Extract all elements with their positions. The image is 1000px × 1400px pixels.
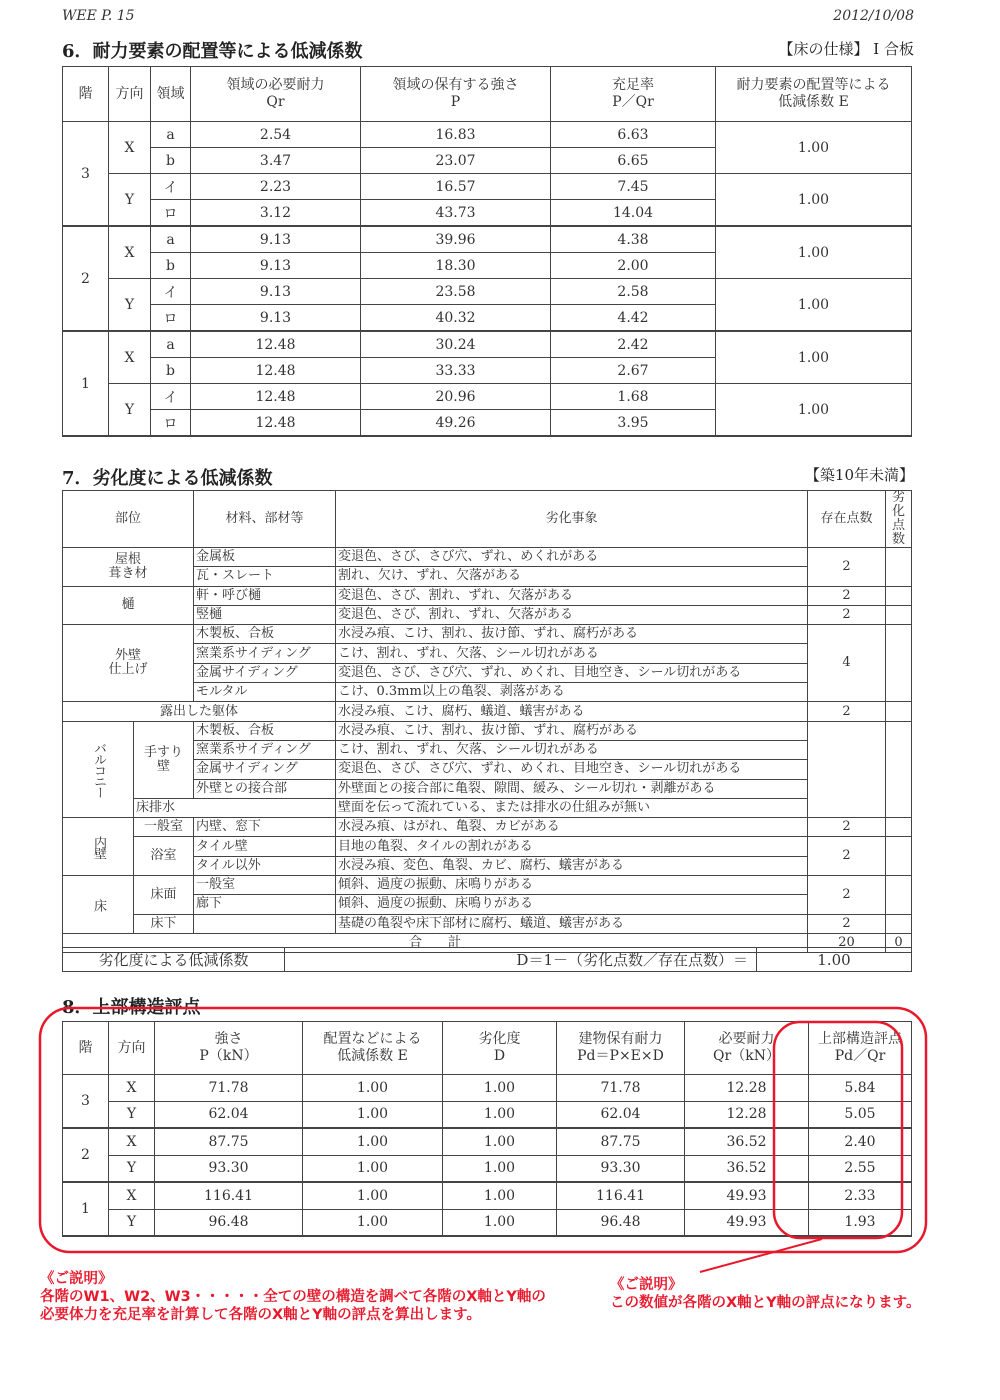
ratio-cell: 4.42 [551, 305, 716, 332]
th-required-l2: Qr [266, 94, 285, 110]
part-bath: 浴室 [134, 837, 194, 876]
score-cell: 1.93 [809, 1209, 912, 1236]
factor-e-cell: 1.00 [303, 1209, 443, 1236]
age-spec: 【築10年未満】 [804, 466, 914, 484]
direction-cell: Y [109, 1209, 155, 1236]
part-floor: 床 [63, 876, 134, 934]
material: 外壁との接合部 [194, 779, 336, 798]
material: 窯業系サイディング [194, 740, 336, 759]
event: 変退色、さび、さび穴、ずれ、めくれ、目地空き、シール切れがある [336, 663, 808, 682]
th-strength-l1: 領域の保有する強さ [392, 77, 519, 93]
material: 瓦・スレート [194, 567, 336, 586]
points: 2 [808, 586, 886, 605]
note-left-title: 《ご説明》 [40, 1271, 113, 1287]
section-8-highlight [40, 1008, 926, 1252]
th-score-l1: 上部構造評点 [818, 1031, 902, 1047]
material: 軒・呼び樋 [194, 586, 336, 605]
direction-cell: X [109, 1182, 155, 1209]
material: 木製板、合板 [194, 625, 336, 644]
required-cell: 9.13 [191, 253, 361, 279]
th-strength-l1: 強さ [214, 1031, 243, 1047]
part-general-room: 一般室 [134, 818, 194, 837]
event: 水浸み痕、こけ、割れ、抜け節、ずれ、腐朽がある [336, 625, 808, 644]
required-cell: 3.47 [191, 148, 361, 174]
section-6-title: 6．耐力要素の配置等による低減係数 [62, 41, 363, 62]
area-cell: a [151, 226, 191, 253]
required-cell: 12.28 [685, 1101, 809, 1128]
required-cell: 9.13 [191, 305, 361, 332]
floor-cell: 2 [63, 226, 109, 331]
th-part: 部位 [63, 491, 194, 548]
th-direction: 方向 [109, 67, 151, 122]
page-header-left: WEE P. 15 [62, 8, 135, 24]
th-ratio-l2: P／Qr [612, 94, 654, 110]
total-existing: 20 [808, 933, 886, 952]
points: 2 [808, 818, 886, 837]
points: 4 [808, 625, 886, 702]
factor-e-cell: 1.00 [716, 174, 912, 227]
score-cell: 2.33 [809, 1182, 912, 1209]
material: 竪樋 [194, 605, 336, 624]
deterioration-cell: 1.00 [443, 1075, 557, 1102]
th-required-l2: Qr（kN） [713, 1048, 780, 1064]
ratio-cell: 7.45 [551, 174, 716, 200]
factor-e-cell: 1.00 [303, 1182, 443, 1209]
direction-cell: Y [109, 279, 151, 332]
floor-spec: 【床の仕様】 Ⅰ 合板 [778, 40, 914, 58]
strength-cell: 62.04 [155, 1101, 303, 1128]
event: 水浸み痕、変色、亀裂、カビ、腐朽、蟻害がある [336, 856, 808, 875]
score-cell: 2.55 [809, 1155, 912, 1182]
d-label: 劣化度による低減係数 [63, 948, 285, 972]
score-cell: 5.84 [809, 1075, 912, 1102]
d-formula: D＝1－（劣化点数／存在点数）＝ [285, 948, 757, 972]
direction-cell: Y [109, 174, 151, 227]
required-cell: 49.93 [685, 1209, 809, 1236]
material: 金属サイディング [194, 663, 336, 682]
area-cell: b [151, 148, 191, 174]
factor-e-cell: 1.00 [303, 1075, 443, 1102]
d-value: 1.00 [757, 948, 912, 972]
callout-line [700, 1239, 822, 1272]
material: 内壁、窓下 [194, 818, 336, 837]
capacity-cell: 96.48 [557, 1209, 685, 1236]
points: 2 [808, 605, 886, 624]
floor-cell: 3 [63, 1075, 109, 1129]
strength-cell: 116.41 [155, 1182, 303, 1209]
event: 水浸み痕、こけ、腐朽、蟻道、蟻害がある [336, 702, 808, 721]
deterioration-cell: 1.00 [443, 1209, 557, 1236]
event: 変退色、さび、割れ、ずれ、欠落がある [336, 586, 808, 605]
direction-cell: X [109, 226, 151, 279]
floor-cell: 1 [63, 331, 109, 436]
direction-cell: Y [109, 384, 151, 437]
th-capacity-l2: Pd＝P×E×D [577, 1048, 664, 1064]
event: 水浸み痕、こけ、割れ、抜け節、ずれ、腐朽がある [336, 721, 808, 740]
direction-cell: Y [109, 1155, 155, 1182]
ratio-cell: 2.67 [551, 358, 716, 384]
th-factor-e-l1: 耐力要素の配置等による [736, 77, 891, 93]
event: 変退色、さび、さび穴、ずれ、めくれ、目地空き、シール切れがある [336, 760, 808, 779]
ratio-cell: 3.95 [551, 410, 716, 437]
material: 木製板、合板 [194, 721, 336, 740]
part-frame: 露出した躯体 [63, 702, 336, 721]
area-cell: a [151, 331, 191, 358]
event: 傾斜、過度の振動、床鳴りがある [336, 895, 808, 914]
note-right-title: 《ご説明》 [610, 1277, 683, 1293]
strength-cell: 23.07 [361, 148, 551, 174]
material: モルタル [194, 683, 336, 702]
th-deterioration-points: 劣化点数 [886, 491, 912, 548]
area-cell: b [151, 253, 191, 279]
direction-cell: X [109, 122, 151, 174]
factor-e-cell: 1.00 [303, 1155, 443, 1182]
th-factor-e-l2: 低減係数 E [778, 94, 849, 110]
total-label: 合 計 [63, 933, 808, 952]
strength-cell: 16.57 [361, 174, 551, 200]
ratio-cell: 6.63 [551, 122, 716, 148]
strength-cell: 16.83 [361, 122, 551, 148]
required-cell: 36.52 [685, 1155, 809, 1182]
material: 窯業系サイディング [194, 644, 336, 663]
event: 基礎の亀裂や床下部材に腐朽、蟻道、蟻害がある [336, 914, 808, 933]
capacity-cell: 93.30 [557, 1155, 685, 1182]
direction-cell: X [109, 1075, 155, 1102]
capacity-cell: 62.04 [557, 1101, 685, 1128]
part-wall-l1: 外壁 [114, 648, 141, 664]
th-deterioration-l1: 劣化度 [478, 1031, 521, 1047]
capacity-cell: 71.78 [557, 1075, 685, 1102]
strength-cell: 49.26 [361, 410, 551, 437]
part-handrail-l1: 手すり [143, 744, 183, 760]
ratio-cell: 6.65 [551, 148, 716, 174]
score-cell: 2.40 [809, 1128, 912, 1155]
th-existing-points: 存在点数 [808, 491, 886, 548]
ratio-cell: 1.68 [551, 384, 716, 410]
capacity-cell: 87.75 [557, 1128, 685, 1155]
points: 2 [808, 837, 886, 876]
deterioration-cell: 1.00 [443, 1101, 557, 1128]
strength-cell: 30.24 [361, 331, 551, 358]
part-floor-surface: 床面 [134, 876, 194, 915]
th-strength-l2: P（kN） [199, 1048, 258, 1064]
strength-cell: 23.58 [361, 279, 551, 305]
deterioration-cell: 1.00 [443, 1155, 557, 1182]
deterioration-cell: 1.00 [443, 1128, 557, 1155]
part-roof-l1: 屋根 [114, 551, 141, 567]
area-cell: ロ [151, 410, 191, 437]
required-cell: 12.48 [191, 331, 361, 358]
factor-e-cell: 1.00 [716, 122, 912, 174]
event: こけ、割れ、ずれ、欠落、シール切れがある [336, 740, 808, 759]
th-event: 劣化事象 [336, 491, 808, 548]
strength-cell: 71.78 [155, 1075, 303, 1102]
area-cell: ロ [151, 305, 191, 332]
material: 金属板 [194, 548, 336, 567]
th-required-l1: 必要耐力 [718, 1031, 775, 1047]
th-score-l2: Pd／Qr [834, 1048, 886, 1064]
ratio-cell: 2.42 [551, 331, 716, 358]
strength-cell: 39.96 [361, 226, 551, 253]
strength-cell: 33.33 [361, 358, 551, 384]
th-floor: 階 [63, 1022, 109, 1075]
required-cell: 12.48 [191, 384, 361, 410]
factor-e-cell: 1.00 [716, 384, 912, 437]
required-cell: 2.23 [191, 174, 361, 200]
material: 一般室 [194, 876, 336, 895]
ratio-cell: 4.38 [551, 226, 716, 253]
material: 金属サイディング [194, 760, 336, 779]
required-cell: 49.93 [685, 1182, 809, 1209]
area-cell: イ [151, 174, 191, 200]
required-cell: 2.54 [191, 122, 361, 148]
required-cell: 36.52 [685, 1128, 809, 1155]
strength-cell: 18.30 [361, 253, 551, 279]
th-capacity-l1: 建物保有耐力 [578, 1031, 663, 1047]
strength-cell: 93.30 [155, 1155, 303, 1182]
th-area: 領域 [151, 67, 191, 122]
material: タイル壁 [194, 837, 336, 856]
factor-e-cell: 1.00 [716, 226, 912, 279]
section-7-title: 7．劣化度による低減係数 [62, 468, 273, 489]
floor-cell: 1 [63, 1182, 109, 1236]
required-cell: 12.48 [191, 358, 361, 384]
strength-cell: 40.32 [361, 305, 551, 332]
material: 廊下 [194, 895, 336, 914]
part-underfloor: 床下 [134, 914, 194, 933]
part-floor-drain: 床排水 [134, 798, 336, 817]
direction-cell: X [109, 1128, 155, 1155]
th-ratio-l1: 充足率 [612, 77, 654, 93]
th-deterioration-l2: D [493, 1048, 506, 1064]
factor-e-cell: 1.00 [716, 279, 912, 332]
th-factor-e-l2: 低減係数 E [337, 1048, 408, 1064]
area-cell: a [151, 122, 191, 148]
area-cell: イ [151, 384, 191, 410]
score-column-highlight [774, 1022, 902, 1238]
part-inner-wall: 内壁 [63, 818, 134, 876]
direction-cell: Y [109, 1101, 155, 1128]
strength-cell: 96.48 [155, 1209, 303, 1236]
event: 割れ、欠け、ずれ、欠落がある [336, 567, 808, 586]
required-cell: 3.12 [191, 200, 361, 227]
floor-cell: 2 [63, 1128, 109, 1182]
required-cell: 9.13 [191, 279, 361, 305]
part-roof-l2: 葺き材 [108, 565, 148, 581]
th-required-l1: 領域の必要耐力 [226, 77, 325, 93]
event: 変退色、さび、割れ、ずれ、欠落がある [336, 605, 808, 624]
th-direction: 方向 [109, 1022, 155, 1075]
capacity-cell: 116.41 [557, 1182, 685, 1209]
score-cell: 5.05 [809, 1101, 912, 1128]
area-cell: ロ [151, 200, 191, 227]
event: 変退色、さび、さび穴、ずれ、めくれがある [336, 548, 808, 567]
points: 2 [808, 548, 886, 587]
factor-e-cell: 1.00 [716, 331, 912, 384]
part-balcony: バルコニー [63, 721, 134, 817]
th-floor: 階 [63, 67, 109, 122]
part-wall-l2: 仕上げ [108, 662, 148, 678]
floor-cell: 3 [63, 122, 109, 227]
area-cell: b [151, 358, 191, 384]
deterioration-cell: 1.00 [443, 1182, 557, 1209]
event: 水浸み痕、はがれ、亀裂、カビがある [336, 818, 808, 837]
area-cell: イ [151, 279, 191, 305]
event: こけ、割れ、ずれ、欠落、シール切れがある [336, 644, 808, 663]
strength-cell: 43.73 [361, 200, 551, 227]
factor-e-cell: 1.00 [303, 1101, 443, 1128]
th-material: 材料、部材等 [194, 491, 336, 548]
strength-cell: 87.75 [155, 1128, 303, 1155]
required-cell: 12.48 [191, 410, 361, 437]
event: 傾斜、過度の振動、床鳴りがある [336, 876, 808, 895]
required-cell: 9.13 [191, 226, 361, 253]
part-gutter: 樋 [63, 586, 194, 625]
ratio-cell: 2.58 [551, 279, 716, 305]
part-handrail-l2: 壁 [156, 758, 170, 774]
event: 外壁面との接合部に亀裂、隙間、緩み、シール切れ・剥離がある [336, 779, 808, 798]
th-strength-l2: P [450, 94, 461, 110]
page-header-date: 2012/10/08 [833, 8, 914, 24]
required-cell: 12.28 [685, 1075, 809, 1102]
material: タイル以外 [194, 856, 336, 875]
factor-e-cell: 1.00 [303, 1128, 443, 1155]
event: こけ、0.3mm以上の亀裂、剥落がある [336, 683, 808, 702]
event: 目地の亀裂、タイルの割れがある [336, 837, 808, 856]
section-8-title: 8．上部構造評点 [62, 997, 201, 1018]
total-deterioration: 0 [886, 933, 912, 952]
ratio-cell: 2.00 [551, 253, 716, 279]
th-factor-e-l1: 配置などによる [323, 1031, 422, 1047]
direction-cell: X [109, 331, 151, 384]
note-left-line1: 各階のW1、W2、W3・・・・・全ての壁の構造を調べて各階のX軸とY軸の [40, 1289, 546, 1305]
strength-cell: 20.96 [361, 384, 551, 410]
event: 壁面を伝って流れている、または排水の仕組みが無い [336, 798, 808, 817]
points: 2 [808, 914, 886, 933]
note-left-line2: 必要体力を充足率を計算して各階のX軸とY軸の評点を算出します。 [40, 1307, 482, 1323]
points: 2 [808, 702, 886, 721]
points: 2 [808, 876, 886, 915]
note-right-line1: この数値が各階のX軸とY軸の評点になります。 [610, 1295, 921, 1311]
ratio-cell: 14.04 [551, 200, 716, 227]
